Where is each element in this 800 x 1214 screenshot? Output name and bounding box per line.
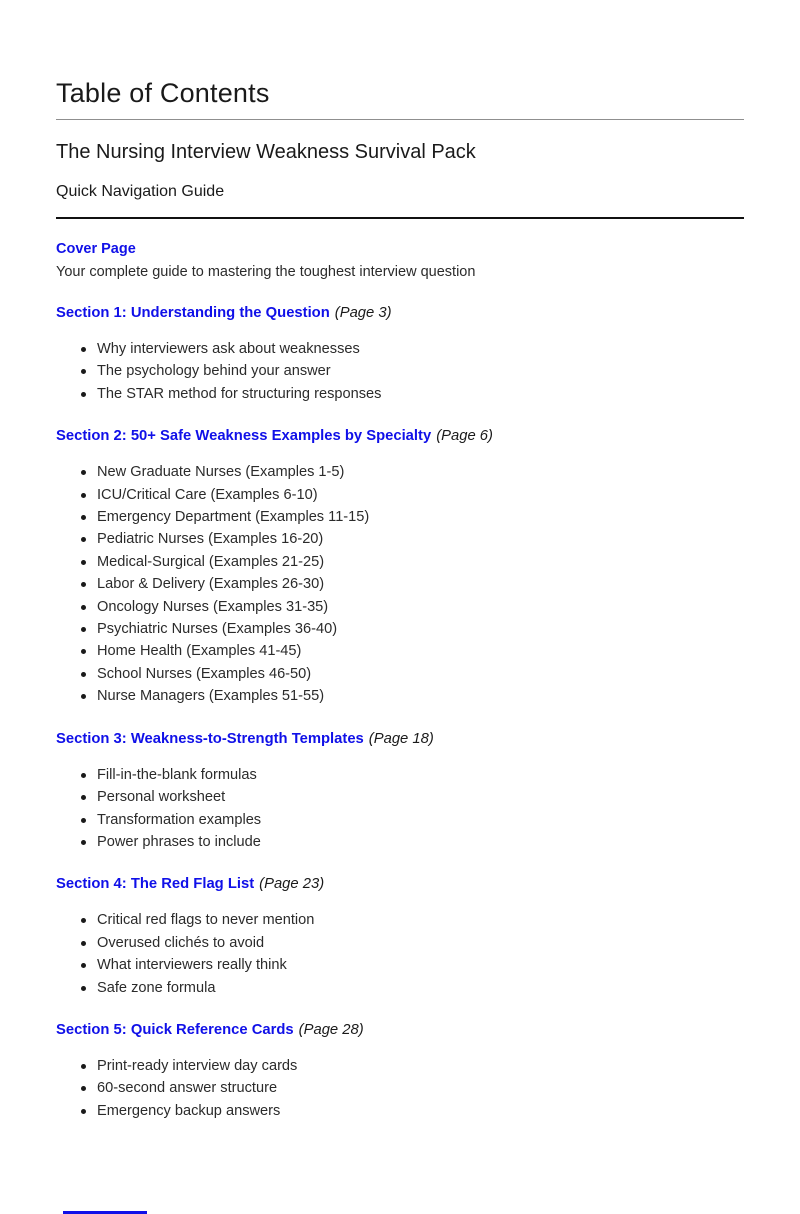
toc-item: 60-second answer structure [56,1077,744,1099]
toc-item: Psychiatric Nurses (Examples 36-40) [56,618,744,640]
toc-item: Safe zone formula [56,977,744,999]
toc-section [56,426,744,707]
section-heading [56,426,744,446]
section-item-list [56,1055,744,1122]
cover-description: Your complete guide to mastering the toughest interview question [56,264,476,280]
toc-item: Pediatric Nurses (Examples 16-20) [56,528,744,550]
toc-item: Nurse Managers (Examples 51-55) [56,685,744,707]
toc-item: Home Health (Examples 41-45) [56,640,744,662]
toc-item: The psychology behind your answer [56,360,744,382]
section-link[interactable]: Section 4: The Red Flag List [56,876,255,893]
section-item-list [56,764,744,854]
toc-section [56,729,744,854]
section-heading [56,303,744,323]
cover-page-link[interactable]: Cover Page [56,241,136,257]
toc-item: Power phrases to include [56,831,744,853]
section-heading [56,874,744,894]
toc-content [0,78,800,1122]
section-heading [56,729,744,749]
toc-section [56,303,744,405]
section-link[interactable]: Section 1: Understanding the Question [56,305,330,321]
section-item-list [56,909,744,999]
section-item-list [56,338,744,405]
page-title: Table of Contents [56,78,744,120]
divider-rule [56,217,744,219]
toc-item: Oncology Nurses (Examples 31-35) [56,596,744,618]
toc-item: Medical-Surgical (Examples 21-25) [56,551,744,573]
section-page-ref: (Page 6) [436,428,493,445]
toc-item: ICU/Critical Care (Examples 6-10) [56,484,744,506]
toc-item: Emergency backup answers [56,1100,744,1122]
document-subtitle: The Nursing Interview Weakness Survival Pack [56,141,476,163]
toc-item: New Graduate Nurses (Examples 1-5) [56,461,744,483]
section-page-ref: (Page 18) [368,730,434,747]
toc-item: Why interviewers ask about weaknesses [56,338,744,360]
document-page [0,78,800,1214]
toc-section [56,874,744,999]
section-page-ref: (Page 28) [298,1021,364,1038]
toc-section [56,1020,744,1122]
toc-item: Fill-in-the-blank formulas [56,764,744,786]
sections [56,303,744,1122]
toc-item: What interviewers really think [56,954,744,976]
toc-item: Critical red flags to never mention [56,909,744,931]
toc-item: Labor & Delivery (Examples 26-30) [56,573,744,595]
section-heading [56,1020,744,1040]
toc-item: Personal worksheet [56,786,744,808]
toc-item: The STAR method for structuring responses [56,383,744,405]
toc-item: Transformation examples [56,809,744,831]
section-link[interactable]: Section 3: Weakness-to-Strength Templates [56,730,364,747]
section-link[interactable]: Section 2: 50+ Safe Weakness Examples by Specialty [56,428,432,445]
section-link[interactable]: Section 5: Quick Reference Cards [56,1021,294,1038]
toc-item: Overused clichés to avoid [56,932,744,954]
section-page-ref: (Page 3) [334,305,392,321]
toc-item: Emergency Department (Examples 11-15) [56,506,744,528]
section-page-ref: (Page 23) [259,876,325,893]
toc-item: School Nurses (Examples 46-50) [56,663,744,685]
document-tagline: Quick Navigation Guide [56,183,225,200]
toc-item: Print-ready interview day cards [56,1055,744,1077]
section-item-list [56,461,744,707]
